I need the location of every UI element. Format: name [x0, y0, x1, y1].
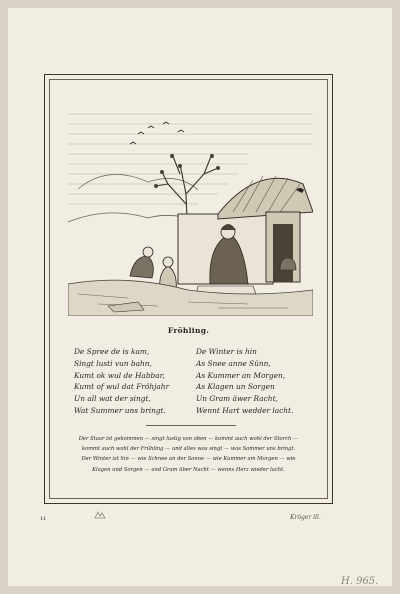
page-number: 11 [40, 516, 47, 522]
verse-line: Un Gram äwer Racht, [196, 394, 278, 404]
translation-line: Klagen und Sorgen — und Gram über Nacht — wenns Herz wieder lacht. [92, 466, 285, 473]
paper-sheet [8, 8, 392, 586]
translation-text [64, 434, 313, 475]
engraving-illustration [68, 94, 313, 316]
verse-line: As Kummer an Morgen, [196, 370, 286, 380]
translation-line: Der Staar ist gekommen — singt lustig von oben — kommt auch wohl der Storch — [78, 436, 299, 442]
verse-line: As Snee anne Sünn, [196, 358, 271, 368]
verse-line: As Klagen un Sorgen [196, 382, 275, 392]
verse-line: De Spree de is kam, [74, 347, 150, 356]
verse-left-column [74, 346, 169, 417]
print-border-inner [49, 79, 328, 499]
translation-line: kommt auch wohl der Frühling — und alles was singt — was Sommer uns bringt. [81, 446, 296, 453]
translation-line: Der Winter ist hin — wie Schnee an der Sonne — wie Kummer am Morgen — wie [81, 456, 296, 463]
divider-rule [146, 425, 236, 426]
verse-line: Singt lusti vun bahn, [74, 358, 152, 368]
verse-line: Wennt Hart wedder lacht. [196, 405, 294, 415]
verse-right-column [196, 346, 293, 417]
poem-title: Fröhling. [167, 326, 210, 335]
verse-line: Wat Summer uns bringt. [74, 405, 166, 415]
print-border-outer [44, 74, 333, 504]
verse-line: Un all wat der singt, [74, 394, 151, 404]
verse-line: Kumt ok wul de Habbar, [74, 370, 165, 380]
verse-line: De Winter is hin [196, 347, 257, 356]
small-stamp-icon [94, 511, 106, 519]
verse-line: Kumt of wul dat Fröhjahr [74, 382, 170, 392]
inventory-number: H. 965. [341, 576, 379, 587]
corner-note: Kröger ill. [290, 514, 321, 521]
